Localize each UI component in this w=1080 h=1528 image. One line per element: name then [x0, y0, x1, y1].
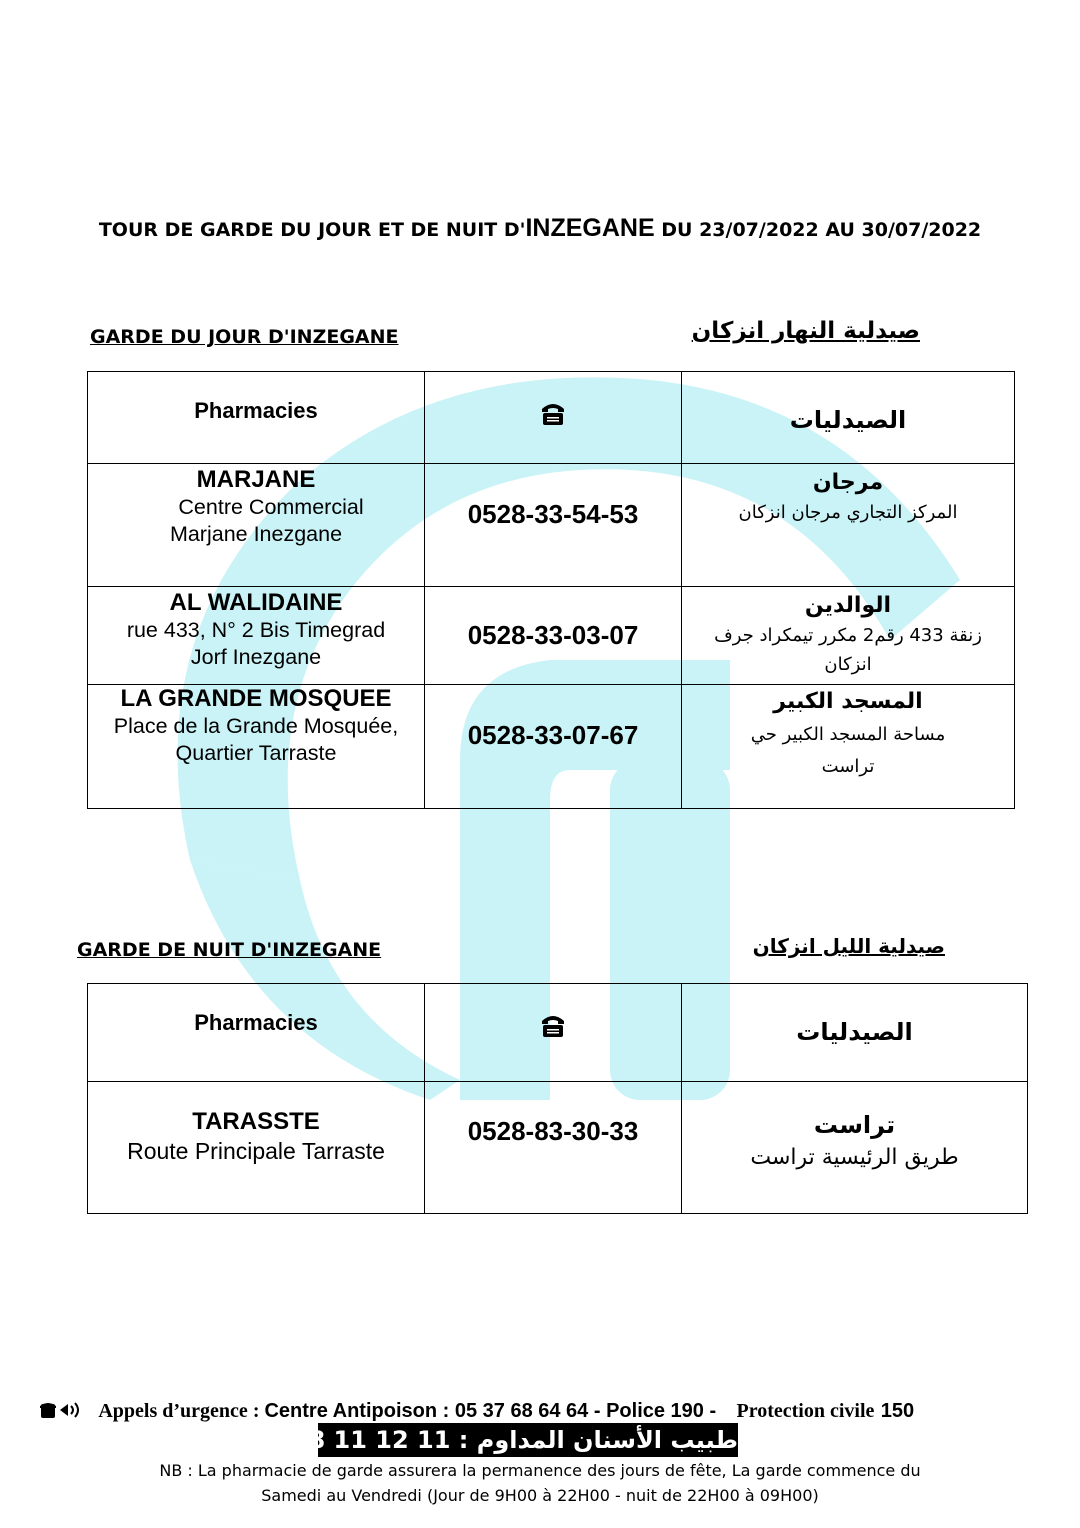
pharmacy-name: TARASSTE [192, 1108, 320, 1135]
day-table [87, 371, 1015, 809]
telephone-icon [540, 1012, 566, 1038]
col-pharmacies-ar: الصيدليات [796, 1018, 913, 1046]
pharmacy-phone: 0528-33-07-67 [467, 720, 639, 750]
pharmacy-address-ar: زنقة 433 رقم2 مكرر تيمكراد جرف انزكان [714, 625, 982, 675]
table-row [88, 685, 1015, 809]
day-table-header [88, 372, 1015, 464]
night-table-header [88, 984, 1028, 1082]
pharmacy-address: Jorf Inezgane [190, 645, 322, 669]
pharmacy-address: Quartier Tarraste [175, 741, 337, 765]
pharmacy-address: Route Principale Tarraste [127, 1138, 385, 1164]
pharmacy-phone: 0528-33-03-07 [467, 620, 639, 650]
pharmacy-address-ar: طريق الرئيسية تراست [750, 1145, 959, 1170]
pharmacy-address: Place de la Grande Mosquée, [113, 714, 399, 738]
pharmacy-name-ar: المسجد الكبير [773, 689, 923, 714]
pharmacy-name-ar: الوالدين [804, 593, 892, 618]
pharmacy-phone: 0528-83-30-33 [467, 1116, 639, 1146]
nb-line-1: NB : La pharmacie de garde assurera la permanence des jours de fête, La garde commence du [159, 1461, 921, 1480]
night-table [87, 983, 1028, 1214]
pharmacy-phone: 0528-33-54-53 [467, 498, 639, 529]
page-title [0, 214, 1080, 243]
pharmacy-address: Centre Commercial [178, 495, 364, 519]
protection-civile-label: Protection civile [736, 1400, 875, 1422]
table-row [88, 1082, 1028, 1214]
night-heading-ar: صيدلية الليل انزكان [752, 934, 945, 958]
col-pharmacies: Pharmacies [194, 1010, 318, 1035]
telephone-icon [540, 400, 566, 426]
pharmacy-address: rue 433, N° 2 Bis Timegrad [126, 618, 386, 642]
title-prefix: TOUR DE GARDE DU JOUR ET DE NUIT D' [98, 219, 526, 241]
antipoison-police: Centre Antipoison : 05 37 68 64 64 - Police 190 - [264, 1400, 717, 1422]
pharmacy-name-ar: تراست [813, 1111, 896, 1139]
pharmacy-address: Marjane Inezgane [169, 522, 343, 546]
table-row [88, 587, 1015, 685]
table-row [88, 464, 1015, 587]
day-heading-ar: صيدلية النهار انزكان [691, 318, 920, 344]
day-heading-fr: GARDE DU JOUR D'INZEGANE [90, 326, 399, 348]
emergency-line [40, 1398, 1040, 1423]
emergency-phone-icon [40, 1400, 84, 1420]
title-city: INZEGANE [525, 214, 655, 242]
emergency-separator: : [247, 1400, 265, 1422]
title-suffix: DU 23/07/2022 AU 30/07/2022 [654, 219, 982, 241]
pharmacy-name: MARJANE [196, 466, 316, 493]
night-heading-fr: GARDE DE NUIT D'INZEGANE [77, 939, 382, 961]
emergency-label: Appels d’urgence [98, 1400, 248, 1422]
protection-civile-number: 150 [880, 1400, 915, 1422]
pharmacy-name-ar: مرجان [812, 470, 884, 495]
col-pharmacies: Pharmacies [194, 398, 318, 423]
pharmacy-name: LA GRANDE MOSQUEE [120, 685, 392, 712]
pharmacy-name: AL WALIDAINE [169, 589, 343, 616]
pharmacy-address-ar: مساحة المسجد الكبير حي تراست [750, 724, 946, 777]
pharmacy-address-ar: المركز التجاري مرجان انزكان [738, 502, 958, 523]
dentist-banner: طبيب الأسنان المداوم : 11 12 11 08 06 [318, 1423, 738, 1457]
nb-line-2: Samedi au Vendredi (Jour de 9H00 à 22H00 - nuit de 22H00 à 09H00) [261, 1486, 819, 1505]
col-pharmacies-ar: الصيدليات [789, 406, 907, 434]
nb-note [0, 1458, 1080, 1508]
